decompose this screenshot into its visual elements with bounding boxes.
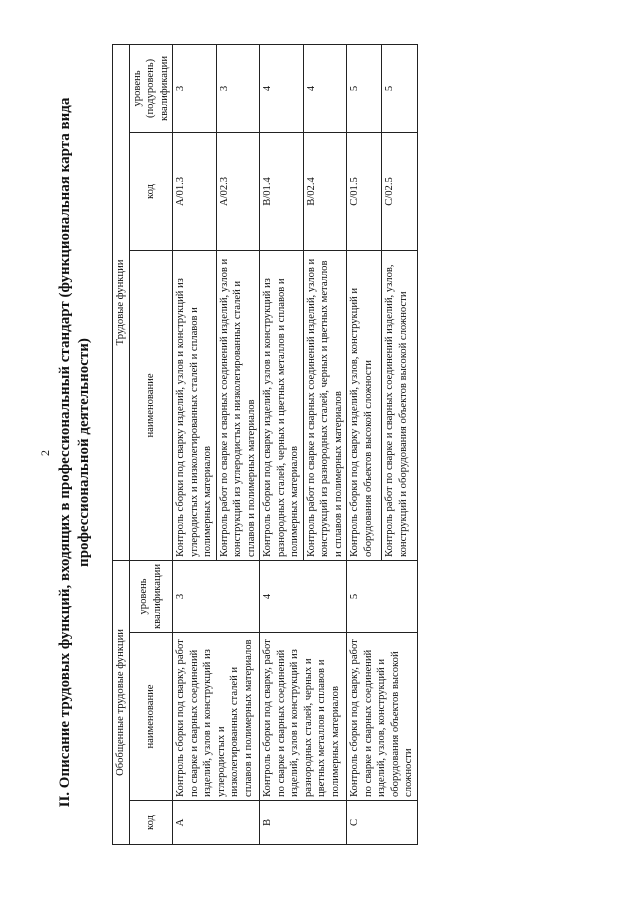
table-row (173, 44, 217, 844)
header-row-1 (113, 44, 130, 844)
group-name: Контроль сборки под сварку, работ по сварке и сварных соединений изделий, узлов и конструкций из разнородных сталей, черных и цветных металлов и сплавов и полимерных материалов (260, 633, 347, 801)
function-level: 5 (382, 44, 417, 132)
function-name: Контроль работ по сварке и сварных соединений изделий, узлов и конструкций из разнородных сталей, черных и цветных металлов и сплавов и полимерных материалов (303, 250, 347, 560)
function-name: Контроль сборки под сварку изделий, узлов, конструкций и оборудования объектов высокой сложности (347, 250, 382, 560)
fn-level-header: уровень (подуровень) квалификации (129, 44, 173, 132)
group-code: C (347, 801, 418, 845)
function-level: 4 (260, 44, 304, 132)
table-row (260, 44, 304, 844)
labor-functions-header: Трудовые функции (113, 44, 130, 560)
group-level: 4 (260, 560, 347, 632)
group-code: B (260, 801, 347, 845)
group-name: Контроль сборки под сварку, работ по сварке и сварных соединений изделий, узлов и конструкций из углеродистых и низколегированных сталей и сплавов и полимерных материалов (173, 633, 260, 801)
function-code: B/02.4 (303, 132, 347, 250)
function-code: C/01.5 (347, 132, 382, 250)
function-level: 3 (216, 44, 260, 132)
gen-name-header: наименование (129, 633, 173, 801)
function-level: 4 (303, 44, 347, 132)
function-code: A/02.3 (216, 132, 260, 250)
function-name: Контроль работ по сварке и сварных соединений изделий, узлов, конструкций и оборудования объектов высокой сложности (382, 250, 417, 560)
function-code: C/02.5 (382, 132, 417, 250)
table-row (347, 44, 382, 844)
group-level: 5 (347, 560, 418, 632)
function-level: 3 (173, 44, 217, 132)
header-row-2 (129, 44, 173, 844)
function-code: A/01.3 (173, 132, 217, 250)
fn-name-header: наименование (129, 250, 173, 560)
group-name: Контроль сборки под сварку, работ по сварке и сварных соединений изделий, узлов, конструкций и оборудования объектов высокой сложности (347, 633, 418, 801)
generalized-functions-header: Обобщенные трудовые функции (113, 560, 130, 844)
functional-map-table (112, 44, 418, 845)
section-title: II. Описание трудовых функций, входящих в профессиональный стандарт (функциональная карта вида профессиональной деятельности) (57, 97, 92, 808)
gen-level-header: уровень квалификации (129, 560, 173, 632)
group-level: 3 (173, 560, 260, 632)
function-name: Контроль сборки под сварку изделий, узлов и конструкций из разнородных сталей, черных и цветных металлов и сплавов и полимерных материалов (260, 250, 304, 560)
function-code: B/01.4 (260, 132, 304, 250)
page-number: 2 (38, 450, 52, 456)
gen-code-header: код (129, 801, 173, 845)
fn-code-header: код (129, 132, 173, 250)
group-code: A (173, 801, 260, 845)
function-name: Контроль сборки под сварку изделий, узлов и конструкций из углеродистых и низколегированных сталей и сплавов и полимерных материалов (173, 250, 217, 560)
function-name: Контроль работ по сварке и сварных соединений изделий, узлов и конструкций из углеродистых и низколегированных сталей и сплавов и полимерных материалов (216, 250, 260, 560)
function-level: 5 (347, 44, 382, 132)
